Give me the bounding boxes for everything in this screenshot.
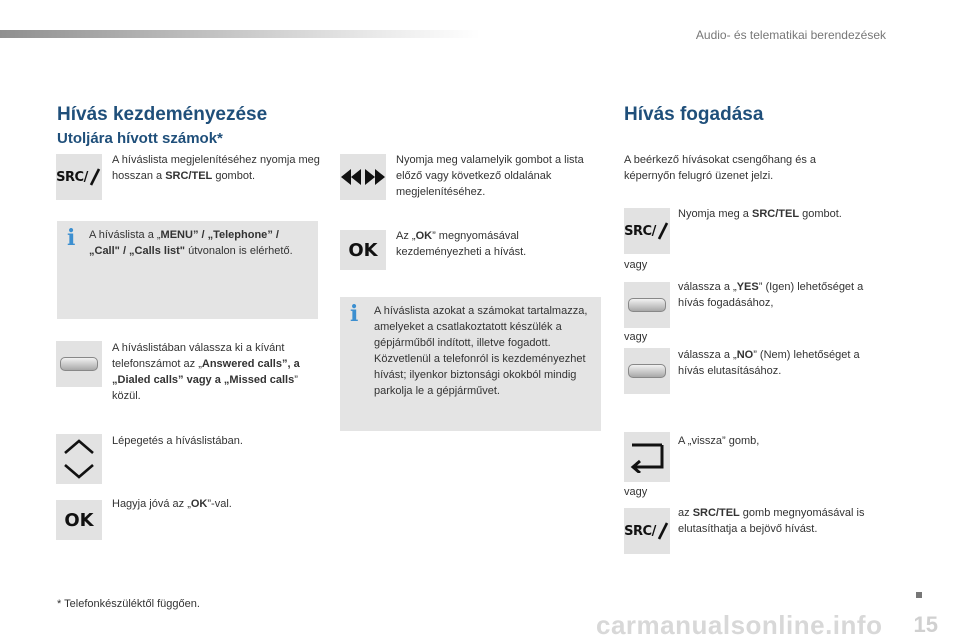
ok-icon: OK	[64, 509, 94, 531]
chevron-up-down-icon	[61, 437, 97, 481]
src-tel-icon: SRC/	[624, 523, 656, 539]
section-header: Audio- és telematikai berendezések	[695, 28, 886, 42]
left-step1-text: A híváslista megjelenítéséhez nyomja meg hosszan a SRC/TEL gombot.	[112, 154, 320, 182]
rewind-forward-icon	[341, 167, 385, 187]
knob-button-yes	[624, 282, 670, 328]
or-label-3: vagy	[624, 486, 648, 498]
prev-next-button	[340, 154, 386, 200]
left-step2-text: A híváslistában válassza ki a kívánt telefonszámot az „Answered calls”, a „Dialed calls” vagy a „Missed calls” közül.	[112, 342, 300, 402]
middle-step2-text: Az „OK” megnyomásával kezdeményezheti a hívást.	[396, 230, 527, 258]
right-intro-text: A beérkező hívásokat csengőhang és a képernyőn felugró üzenet jelzi.	[624, 154, 817, 182]
page-marker	[916, 592, 922, 598]
up-down-arrows-button	[56, 434, 102, 484]
left-info-text: A híváslista a „MENU” / „Telephone” / „Call" / „Calls list" útvonalon is elérhető.	[89, 229, 293, 257]
ok-button-left	[56, 500, 102, 540]
page-number: 15	[913, 612, 938, 637]
left-info-box	[57, 221, 318, 319]
left-subtitle: Utoljára hívott számok*	[57, 130, 223, 147]
src-tel-icon: SRC/	[624, 223, 656, 239]
info-icon: i	[350, 301, 359, 327]
right-step4-text: A „vissza” gomb,	[678, 435, 760, 447]
middle-info-text: A híváslista azokat a számokat tartalmazza, amelyeket a csatlakoztatott készülék a gépjárműből indított, illetve fogadott. Közvetlenül a telefonról is kezdeményezhet hívást; ilyenkor biztonsági okokból mindig parkolja le a gépjárművet.	[374, 305, 588, 397]
right-title: Hívás fogadása	[624, 104, 764, 125]
left-step3-text: Lépegetés a híváslistában.	[112, 435, 243, 447]
footnote: * Telefonkészüléktől függően.	[57, 598, 200, 610]
rotary-knob-button	[56, 341, 102, 387]
info-icon: i	[67, 225, 76, 251]
src-tel-icon: SRC/	[56, 169, 88, 185]
watermark: carmanualsonline.info	[596, 610, 883, 640]
middle-info-box	[340, 297, 601, 431]
right-step2-text: válassza a „YES” (Igen) lehetőséget a hívás fogadásához,	[678, 281, 864, 309]
src-tel-button-reject	[624, 508, 670, 554]
right-step1-text: Nyomja meg a SRC/TEL gombot.	[678, 208, 842, 220]
back-button	[624, 432, 670, 482]
phone-slash-icon	[88, 168, 102, 186]
phone-slash-icon	[656, 522, 670, 540]
ok-button-middle	[340, 230, 386, 270]
knob-icon	[628, 298, 666, 312]
knob-button-no	[624, 348, 670, 394]
right-step3-text: válassza a „NO” (Nem) lehetőséget a hívás elutasításához.	[678, 349, 860, 377]
left-title: Hívás kezdeményezése	[57, 104, 268, 125]
left-step4-text: Hagyja jóvá az „OK”-val.	[112, 498, 232, 510]
header-bar	[0, 30, 480, 38]
or-label-2: vagy	[624, 331, 648, 343]
src-tel-button-right	[624, 208, 670, 254]
back-arrow-icon	[628, 441, 666, 473]
phone-slash-icon	[656, 222, 670, 240]
knob-icon	[60, 357, 98, 371]
src-tel-button	[56, 154, 102, 200]
ok-icon: OK	[348, 239, 378, 261]
middle-step1-text: Nyomja meg valamelyik gombot a lista előző vagy következő oldalának megjelenítéséhez.	[396, 154, 584, 198]
right-step5-text: az SRC/TEL gomb megnyomásával is elutasíthatja a bejövő hívást.	[678, 507, 865, 535]
knob-icon	[628, 364, 666, 378]
or-label-1: vagy	[624, 259, 648, 271]
